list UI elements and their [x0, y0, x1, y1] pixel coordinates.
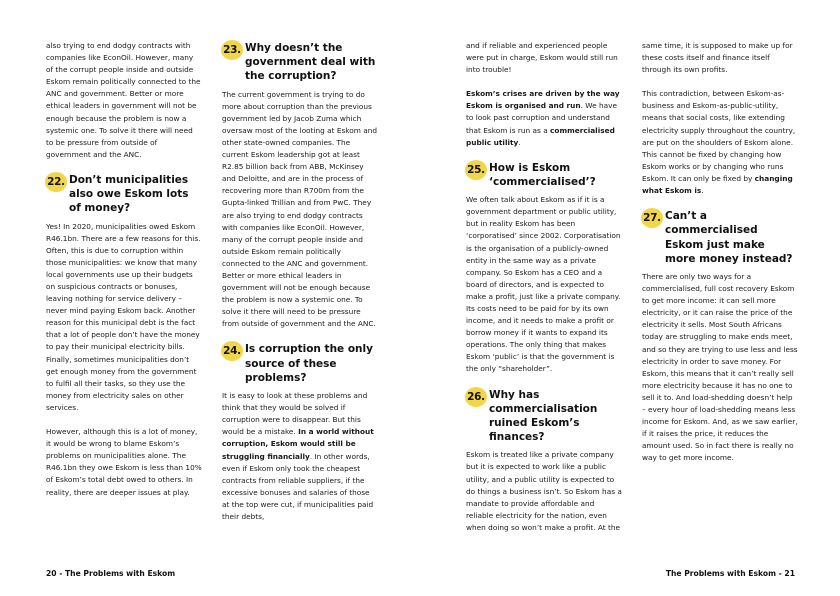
- column-4: [642, 40, 798, 476]
- footer-right-page-number: The Problems with Eskom - 21: [665, 569, 795, 578]
- question-23: [222, 41, 378, 84]
- question-22: [46, 173, 202, 216]
- emphasis-text: changing what Eskom is: [642, 173, 793, 196]
- question-26: [466, 388, 622, 445]
- question-27: [642, 209, 798, 266]
- paragraph: [466, 88, 622, 148]
- paragraph: same time, it is supposed to make up for these costs itself and finance itself through its own profits.: [642, 41, 793, 75]
- question-heading: Why doesn’t the government deal with the corruption?: [245, 42, 376, 83]
- text-run: It is easy to look at these problems and think that they would be solved if corruption were to disappear. But this would be a mistake.: [222, 391, 368, 437]
- question-heading: Don’t municipalities also owe Eskom lots of money?: [69, 173, 189, 215]
- paragraph: and if reliable and experienced people were put in charge, Eskom would still run into trouble!: [466, 41, 618, 75]
- text-run: . In other words, even if Eskom only took the cheapest contracts from reliable suppliers, if the excessive bonuses and salaries of those at the top were cut, if municipalities paid their debts,: [222, 451, 374, 522]
- emphasis-text: commercialised public utility: [466, 125, 615, 147]
- question-25: [466, 161, 622, 189]
- column-3: [466, 40, 622, 546]
- text-run: . We have to look past corruption and understand that Eskom is run as a: [466, 101, 618, 135]
- question-heading: Why has commercialisation ruined Eskom’s finances?: [489, 388, 598, 444]
- paragraph: The current government is trying to do more about corruption than the previous government led by Jacob Zuma which oversaw most of the looting at Eskom and other state-owned companies. The current Eskom leadership got at least R2.85 billion back from ABB, McKinsey and Deloitte, and are in the process of recovering more than R700m from the Gupta-linked Trillian and from PwC. They are also trying to end dodgy contracts with companies like EconOil. However, many of the corrupt people inside and outside Eskom remain politically connected to the ANC and government. Better or more ethical leaders in government will not be enough because the problem is now a systemic one. To solve it there will need to be pressure from outside of government and the ANC.: [222, 89, 378, 329]
- question-number-badge: 22.: [45, 172, 67, 192]
- question-number-badge: 23.: [221, 40, 243, 60]
- paragraph: Yes! In 2020, municipalities owed Eskom R46.1bn. There are a few reasons for this. Often, this is due to corruption within those municipalities: we know that many local governments use up their budgets on suspicious contracts or bonuses, leaving nothing for service delivery – never mind paying Eskom back. Another reason for this municipal debt is the fact that a lot of people don’t have the money to pay their municipal electricity bills. Finally, sometimes municipalities don’t get enough money from the government to fulfil all their tasks, so they use the money from electricity sales on other services.: [46, 221, 201, 412]
- text-run: .: [518, 137, 521, 147]
- question-heading: Is corruption the only source of these problems?: [245, 343, 373, 384]
- emphasis-text: In a world without corruption, Eskom would still be struggling financially: [222, 427, 374, 461]
- paragraph: There are only two ways for a commercialised, full cost recovery Eskom to get more income: it can sell more electricity, or it can raise the price of the electricity it sells. Most South Africans today are struggling to make ends meet, and so they are trying to use less and less electricity in order to save money. For Eskom, this means that it can’t really sell more electricity because it has no one to sell it to. And load-shedding doesn’t help – every hour of load-shedding means less income for Eskom. And, as we saw earlier, if it raises the price, it reduces the amount used. So in fact there is really no way to get more income.: [642, 271, 798, 463]
- column-1: [46, 40, 202, 511]
- text-run: This contradiction, between Eskom-as-business and Eskom-as-public-utility, means that social costs, like extending electricity supply throughout the country, are put on the shoulders of Eskom alone. This cannot be fixed by changing how Eskom works or by changing who runs Eskom. It can only be fixed by: [642, 89, 796, 183]
- paragraph: also trying to end dodgy contracts with companies like EconOil. However, many of the corrupt people inside and outside Eskom remain politically connected to the ANC and government. Better or more ethical leaders in government will not be enough because the problem is now a systemic one. To solve it there will need to be pressure from outside of government and the ANC.: [46, 41, 201, 159]
- paragraph: We often talk about Eskom as if it is a government department or public utility, but in reality Eskom has been ‘corporatised’ since 2002. Corporatisation is the organisation of a publicly-owned entity in the same way as a private company. So Eskom has a CEO and a board of directors, and is expected to make a profit, just like a private company. Its costs need to be paid for by its own income, and it needs to make a profit or borrow money if it wants to expand its operations. The only thing that makes Eskom ‘public’ is that the government is the only “shareholder”.: [466, 195, 621, 374]
- emphasis-text: Eskom’s crises are driven by the way Eskom is organised and run: [466, 89, 620, 111]
- question-number-badge: 25.: [465, 160, 487, 180]
- text-run: .: [701, 186, 704, 196]
- question-24: [222, 342, 378, 385]
- paragraph: Eskom is treated like a private company but it is expected to work like a public utility, and a public utility is expected to do things a business isn’t. So Eskom has a mandate to provide affordable and reliable electricity for the nation, even when doing so won’t make a profit. At the: [466, 450, 622, 532]
- question-number-badge: 24.: [221, 341, 243, 361]
- question-number-badge: 27.: [641, 208, 663, 228]
- question-number-badge: 26.: [465, 387, 487, 407]
- question-heading: How is Eskom ‘commercialised’?: [489, 161, 596, 188]
- paragraph: [222, 390, 378, 523]
- question-heading: Can’t a commercialised Eskom just make more money instead?: [665, 210, 793, 265]
- paragraph: [642, 88, 798, 197]
- column-2: [222, 40, 378, 535]
- footer-left-page-number: 20 - The Problems with Eskom: [46, 569, 176, 578]
- paragraph: However, although this is a lot of money, it would be wrong to blame Eskom’s problems on municipalities alone. The R46.1bn they owe Eskom is less than 10% of Eskom’s total debt owed to others. In reality, there are deeper issues at play.: [46, 427, 202, 497]
